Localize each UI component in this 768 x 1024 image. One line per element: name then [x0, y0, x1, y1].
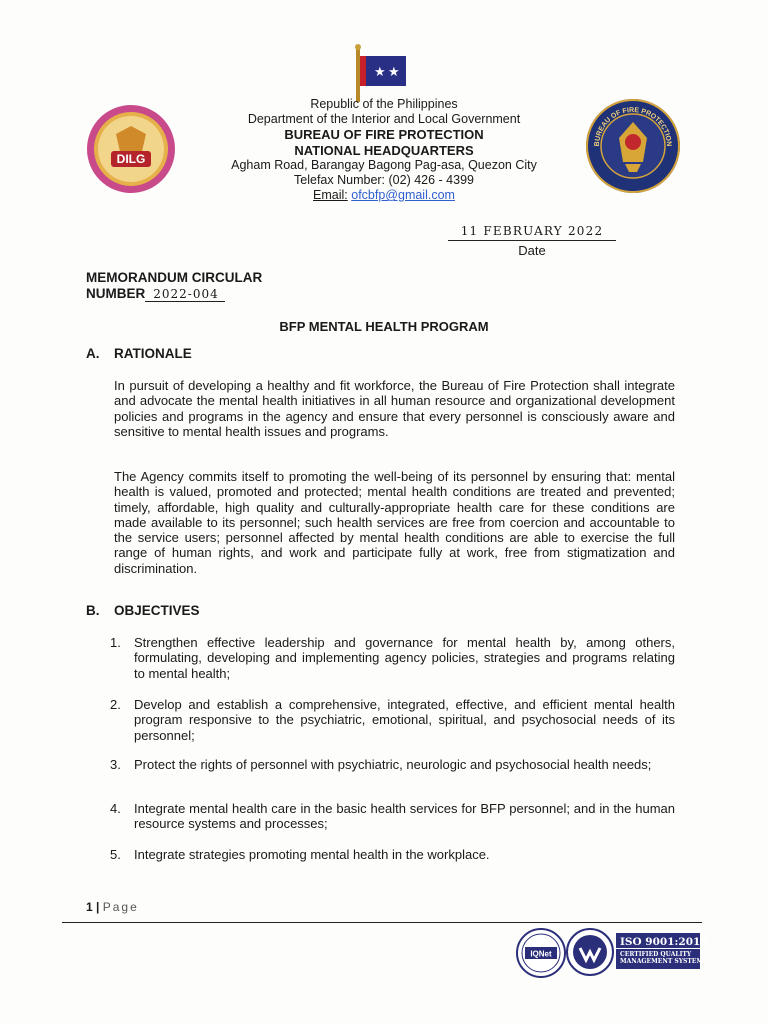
iqnet-label: IQNet [530, 949, 552, 959]
date-block [448, 224, 616, 258]
certification-check-icon [566, 928, 614, 976]
memo-header [86, 270, 262, 302]
agency-name: BUREAU OF FIRE PROTECTION [284, 127, 484, 143]
objective-item [110, 757, 675, 772]
objective-item [110, 697, 675, 743]
memo-number: 2022-004 [145, 287, 225, 302]
date-label: Date [518, 243, 546, 258]
rationale-paragraph-2: The Agency commits itself to promoting the well-being of its personnel by ensuring that: mental health is valued, promoted and protected; mental health conditions are treated and prevented; timely, affordable, high quality and culturally-appropriate health care for these conditions are made available to its personnel; such health services are free from coercion and accountable to the service users; personnel affected by mental health conditions are able to exercise the full range of human rights, and work and participate fully at work, free from stigmatization and discrimination. [114, 469, 675, 576]
section-a-heading [86, 346, 192, 361]
footer-divider [62, 922, 702, 923]
iso-subtitle-2: MANAGEMENT SYSTEM [620, 958, 704, 965]
objective-text: Develop and establish a comprehensive, integrated, effective, and efficient mental health program responsive to the psychiatric, emotional, spiritual, and psychosocial needs of its personnel; [134, 697, 675, 743]
rationale-paragraph-1: In pursuit of developing a healthy and fit workforce, the Bureau of Fire Protection shall integrate and advocate the mental health initiatives in all human resource and organizational development policies and programs in the agency and ensure that every personnel is consciously aware and sensitive to mental health issues and programs. [114, 378, 675, 439]
svg-text:★: ★ [374, 65, 386, 80]
memo-title: MEMORANDUM CIRCULAR [86, 270, 263, 285]
objective-text: Integrate strategies promoting mental health in the workplace. [134, 847, 490, 862]
memo-number-line [86, 286, 262, 302]
page-separator: | [96, 900, 100, 914]
section-a-title: RATIONALE [114, 346, 192, 361]
iqnet-certification-icon [516, 928, 566, 978]
iso-subtitle-1: CERTIFIED QUALITY [620, 951, 692, 958]
address-line: Agham Road, Barangay Bagong Pag-asa, Quezon City [231, 157, 537, 172]
objective-number: 2. [110, 697, 121, 712]
document-title: BFP MENTAL HEALTH PROGRAM [279, 319, 489, 334]
section-b-heading [86, 603, 200, 618]
headquarters-line: NATIONAL HEADQUARTERS [294, 142, 474, 158]
bfp-logo-text: BUREAU OF FIRE PROTECTION [593, 106, 673, 147]
objective-item [110, 635, 675, 681]
dilg-logo-text: DILG [116, 152, 146, 166]
objective-number: 1. [110, 635, 121, 650]
section-b-title: OBJECTIVES [114, 603, 200, 618]
svg-text:★: ★ [388, 65, 400, 80]
dilg-seal-icon [86, 104, 176, 194]
philippine-flag-icon [352, 44, 412, 104]
objective-text: Strengthen effective leadership and governance for mental health by, among others, formulating, developing and implementing agency policies, strategies and programs relating to mental health; [134, 635, 675, 681]
republic-line: Republic of the Philippines [310, 97, 458, 111]
objective-text: Integrate mental health care in the basic health services for BFP personnel; and in the human resource systems and processes; [134, 801, 675, 832]
department-line: Department of the Interior and Local Government [247, 112, 521, 127]
email-line [168, 188, 600, 203]
section-b-letter: B. [86, 603, 100, 618]
page-indicator [86, 900, 139, 914]
iso-standard: ISO 9001:2015 [616, 933, 700, 949]
objective-item [110, 847, 675, 862]
email-label: Email: [313, 188, 348, 203]
email-link[interactable]: ofcbfp@gmail.com [351, 188, 455, 203]
page-number: 1 [86, 900, 93, 914]
page-word: Page [102, 900, 139, 914]
memo-number-label: NUMBER [86, 286, 146, 301]
objective-number: 4. [110, 801, 121, 816]
date-value: 11 FEBRUARY 2022 [448, 224, 616, 241]
objective-number: 3. [110, 757, 121, 772]
iso-badge [616, 933, 708, 969]
objective-text: Protect the rights of personnel with psychiatric, neurologic and psychosocial health needs; [134, 757, 652, 772]
section-a-letter: A. [86, 346, 100, 361]
objective-number: 5. [110, 847, 121, 862]
telefax-line: Telefax Number: (02) 426 - 4399 [294, 173, 474, 188]
letterhead [168, 97, 600, 203]
objective-item [110, 801, 675, 832]
